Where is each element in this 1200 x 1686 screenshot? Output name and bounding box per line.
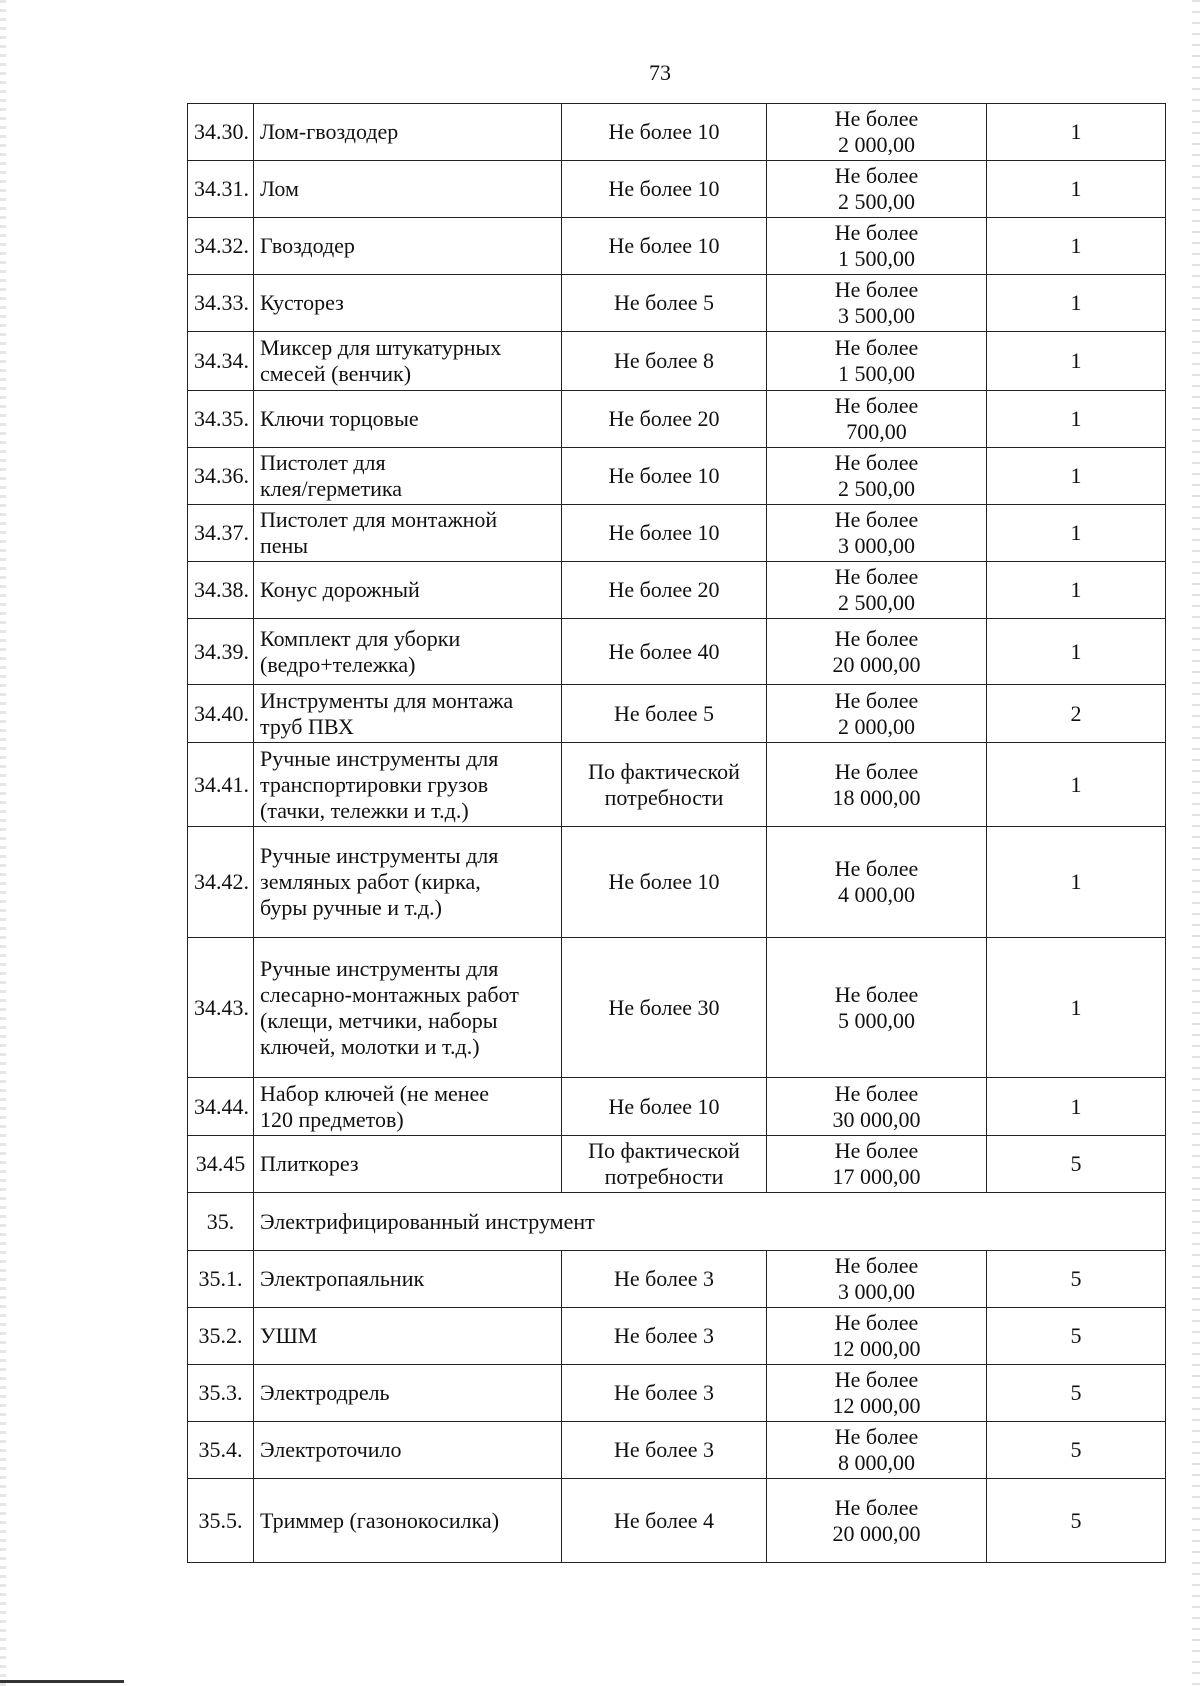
item-quantity: 1: [987, 161, 1166, 218]
item-number: 34.35.: [188, 391, 254, 448]
table-row: [188, 218, 1166, 275]
cell-text-line: Не более: [834, 1424, 919, 1449]
item-price: [767, 619, 987, 685]
table-row: [188, 562, 1166, 619]
item-price: [767, 332, 987, 391]
equipment-norms-table: [187, 103, 1166, 1563]
table-row: [188, 938, 1166, 1078]
cell-text-line: УШМ: [260, 1323, 318, 1348]
cell-text-line: Ключи торцовые: [260, 406, 419, 431]
cell-text-line: Не более: [834, 277, 919, 302]
item-price: [767, 938, 987, 1078]
item-service-period: [562, 1308, 767, 1365]
cell-text-line: Не более 3: [613, 1437, 715, 1462]
cell-text-line: 2 000,00: [838, 713, 915, 739]
item-name: [254, 275, 562, 332]
item-number: 35.: [188, 1193, 254, 1251]
item-price: [767, 1078, 987, 1136]
cell-text-line: Не более: [834, 1138, 919, 1163]
cell-text-line: 2 500,00: [838, 476, 915, 501]
cell-text-line: Не более: [834, 856, 919, 881]
cell-text-line: Не более 10: [608, 520, 720, 545]
scan-edge-left: [0, 0, 6, 1686]
item-name: [254, 1365, 562, 1422]
cell-text-line: 120 предметов): [260, 1106, 404, 1132]
item-name: [254, 619, 562, 685]
item-number: 35.2.: [188, 1308, 254, 1365]
item-service-period: [562, 685, 767, 743]
item-name: [254, 448, 562, 505]
item-service-period: [562, 827, 767, 938]
cell-text-line: Не более: [834, 1494, 919, 1520]
table-row: [188, 619, 1166, 685]
cell-text-line: Не более: [834, 758, 919, 784]
cell-text-line: Не более: [834, 163, 919, 188]
item-number: 34.43.: [188, 938, 254, 1078]
item-quantity: 1: [987, 332, 1166, 391]
cell-text-line: Не более: [834, 393, 919, 418]
item-quantity: 1: [987, 562, 1166, 619]
cell-text-line: Не более: [834, 1253, 919, 1278]
item-number: 34.45: [188, 1136, 254, 1193]
item-number: 34.36.: [188, 448, 254, 505]
cell-text-line: Не более 10: [608, 119, 720, 144]
item-service-period: [562, 1251, 767, 1308]
cell-text-line: Не более 10: [608, 869, 720, 894]
item-price: [767, 1136, 987, 1193]
item-number: 34.39.: [188, 619, 254, 685]
item-service-period: [562, 743, 767, 827]
cell-text-line: слесарно-монтажных работ: [260, 981, 519, 1007]
cell-text-line: Комплект для уборки: [260, 625, 461, 651]
scan-bottom-mark: [0, 1680, 124, 1683]
item-number: 34.41.: [188, 743, 254, 827]
item-number: 34.40.: [188, 685, 254, 743]
table-row: [188, 1308, 1166, 1365]
item-service-period: [562, 619, 767, 685]
cell-text-line: 8 000,00: [838, 1450, 915, 1475]
cell-text-line: По фактической: [588, 1138, 740, 1163]
cell-text-line: Не более: [834, 625, 919, 651]
item-number: 34.44.: [188, 1078, 254, 1136]
item-number: 34.37.: [188, 505, 254, 562]
item-name: [254, 827, 562, 938]
cell-text-line: Кусторез: [260, 290, 344, 315]
cell-text-line: Электроточило: [260, 1437, 402, 1462]
cell-text-line: 18 000,00: [832, 784, 921, 810]
page-number: 73: [649, 60, 671, 85]
table-row: [188, 1479, 1166, 1563]
cell-text-line: Электропаяльник: [260, 1266, 425, 1291]
cell-text-line: Не более 3: [613, 1266, 715, 1291]
item-name: [254, 104, 562, 161]
section-row: [188, 1193, 1166, 1251]
item-name: [254, 1308, 562, 1365]
item-service-period: [562, 104, 767, 161]
table-row: [188, 827, 1166, 938]
item-number: 34.30.: [188, 104, 254, 161]
item-name: [254, 1078, 562, 1136]
item-quantity: 1: [987, 1078, 1166, 1136]
cell-text-line: Не более 3: [613, 1380, 715, 1405]
table-row: [188, 1078, 1166, 1136]
cell-text-line: транспортировки грузов: [260, 771, 489, 797]
item-service-period: [562, 391, 767, 448]
cell-text-line: 12 000,00: [832, 1336, 921, 1361]
cell-text-line: 4 000,00: [838, 882, 915, 907]
cell-text-line: Миксер для штукатурных: [260, 335, 502, 360]
cell-text-line: потребности: [604, 1164, 724, 1189]
item-name: [254, 938, 562, 1078]
cell-text-line: смесей (венчик): [260, 361, 412, 386]
cell-text-line: 3 500,00: [838, 303, 915, 328]
item-quantity: 1: [987, 218, 1166, 275]
cell-text-line: Не более: [834, 220, 919, 245]
item-quantity: 2: [987, 685, 1166, 743]
table-row: [188, 104, 1166, 161]
item-number: 34.42.: [188, 827, 254, 938]
item-service-period: [562, 448, 767, 505]
item-number: 35.5.: [188, 1479, 254, 1563]
item-price: [767, 1365, 987, 1422]
cell-text-line: 1 500,00: [838, 246, 915, 271]
cell-text-line: 17 000,00: [832, 1164, 921, 1189]
item-name: [254, 391, 562, 448]
cell-text-line: ключей, молотки и т.д.): [260, 1033, 480, 1059]
cell-text-line: Лом-гвоздодер: [260, 119, 399, 144]
cell-text-line: Лом: [260, 176, 299, 201]
cell-text-line: Не более 20: [608, 406, 720, 431]
item-name: [254, 505, 562, 562]
cell-text-line: Не более: [834, 687, 919, 713]
cell-text-line: Не более: [834, 1367, 919, 1392]
section-title: [254, 1193, 1166, 1251]
cell-text-line: Не более: [834, 450, 919, 475]
cell-text-line: Не более 30: [608, 994, 720, 1020]
item-service-period: [562, 161, 767, 218]
item-quantity: 1: [987, 275, 1166, 332]
item-service-period: [562, 1422, 767, 1479]
cell-text-line: 5 000,00: [838, 1007, 915, 1033]
item-name: [254, 743, 562, 827]
table-row: [188, 332, 1166, 391]
cell-text-line: 30 000,00: [832, 1106, 921, 1132]
item-price: [767, 1479, 987, 1563]
item-price: [767, 448, 987, 505]
cell-text-line: Не более 3: [613, 1323, 715, 1348]
cell-text-line: Не более: [834, 1310, 919, 1335]
item-price: [767, 1308, 987, 1365]
item-name: [254, 1422, 562, 1479]
item-service-period: [562, 938, 767, 1078]
scan-edge-right: [1192, 0, 1200, 1686]
cell-text-line: Не более 10: [608, 1093, 720, 1119]
table-row: [188, 275, 1166, 332]
cell-text-line: 20 000,00: [832, 1520, 921, 1546]
table-row: [188, 1422, 1166, 1479]
cell-text-line: Электрифицированный инструмент: [260, 1208, 595, 1234]
cell-text-line: 20 000,00: [832, 651, 921, 677]
cell-text-line: Конус дорожный: [260, 577, 420, 602]
item-price: [767, 275, 987, 332]
cell-text-line: Не более 8: [613, 348, 715, 373]
cell-text-line: По фактической: [588, 758, 740, 784]
item-quantity: 5: [987, 1136, 1166, 1193]
item-number: 34.38.: [188, 562, 254, 619]
item-service-period: [562, 332, 767, 391]
item-quantity: 5: [987, 1422, 1166, 1479]
cell-text-line: Инструменты для монтажа: [260, 687, 514, 713]
cell-text-line: Набор ключей (не менее: [260, 1080, 490, 1106]
item-price: [767, 218, 987, 275]
cell-text-line: Не более 10: [608, 176, 720, 201]
cell-text-line: Не более 10: [608, 463, 720, 488]
cell-text-line: Не более: [834, 981, 919, 1007]
item-number: 35.3.: [188, 1365, 254, 1422]
item-service-period: [562, 1136, 767, 1193]
cell-text-line: Ручные инструменты для: [260, 745, 499, 771]
item-quantity: 5: [987, 1308, 1166, 1365]
item-quantity: 5: [987, 1251, 1166, 1308]
item-name: [254, 1136, 562, 1193]
cell-text-line: 2 500,00: [838, 590, 915, 615]
item-price: [767, 1251, 987, 1308]
item-price: [767, 104, 987, 161]
item-service-period: [562, 1078, 767, 1136]
item-price: [767, 827, 987, 938]
cell-text-line: Пистолет для монтажной: [260, 507, 498, 532]
item-service-period: [562, 275, 767, 332]
item-name: [254, 1251, 562, 1308]
cell-text-line: клея/герметика: [260, 476, 403, 501]
item-service-period: [562, 218, 767, 275]
cell-text-line: Не более 10: [608, 233, 720, 258]
table-row: [188, 1136, 1166, 1193]
table-row: [188, 1251, 1166, 1308]
cell-text-line: буры ручные и т.д.): [260, 895, 442, 920]
cell-text-line: Пистолет для: [260, 450, 386, 475]
item-quantity: 5: [987, 1479, 1166, 1563]
item-quantity: 1: [987, 391, 1166, 448]
table-row: [188, 743, 1166, 827]
item-price: [767, 391, 987, 448]
cell-text-line: Не более: [834, 564, 919, 589]
item-service-period: [562, 505, 767, 562]
item-quantity: 1: [987, 938, 1166, 1078]
cell-text-line: Не более 5: [613, 700, 715, 726]
table-row: [188, 161, 1166, 218]
table-row: [188, 391, 1166, 448]
cell-text-line: 3 000,00: [838, 1279, 915, 1304]
table-row: [188, 505, 1166, 562]
item-name: [254, 218, 562, 275]
item-price: [767, 1422, 987, 1479]
item-name: [254, 562, 562, 619]
item-number: 34.32.: [188, 218, 254, 275]
item-service-period: [562, 562, 767, 619]
item-quantity: 1: [987, 827, 1166, 938]
cell-text-line: Не более 40: [608, 638, 720, 664]
item-number: 35.4.: [188, 1422, 254, 1479]
cell-text-line: 700,00: [846, 419, 907, 444]
cell-text-line: (клещи, метчики, наборы: [260, 1007, 498, 1033]
cell-text-line: земляных работ (кирка,: [260, 869, 481, 894]
cell-text-line: Не более 4: [613, 1507, 715, 1533]
item-number: 35.1.: [188, 1251, 254, 1308]
cell-text-line: 12 000,00: [832, 1393, 921, 1418]
item-number: 34.31.: [188, 161, 254, 218]
cell-text-line: (ведро+тележка): [260, 651, 416, 677]
cell-text-line: труб ПВХ: [260, 713, 354, 739]
cell-text-line: Не более 20: [608, 577, 720, 602]
item-price: [767, 562, 987, 619]
cell-text-line: (тачки, тележки и т.д.): [260, 797, 469, 823]
item-name: [254, 1479, 562, 1563]
item-quantity: 1: [987, 448, 1166, 505]
item-quantity: 1: [987, 104, 1166, 161]
item-number: 34.33.: [188, 275, 254, 332]
cell-text-line: Триммер (газонокосилка): [260, 1507, 500, 1533]
cell-text-line: пены: [260, 533, 309, 558]
table-row: [188, 448, 1166, 505]
item-quantity: 1: [987, 619, 1166, 685]
cell-text-line: Электродрель: [260, 1380, 390, 1405]
item-quantity: 1: [987, 505, 1166, 562]
cell-text-line: Гвоздодер: [260, 233, 355, 258]
item-quantity: 5: [987, 1365, 1166, 1422]
cell-text-line: Не более: [834, 507, 919, 532]
table-row: [188, 685, 1166, 743]
item-price: [767, 161, 987, 218]
cell-text-line: потребности: [604, 784, 724, 810]
item-number: 34.34.: [188, 332, 254, 391]
cell-text-line: 1 500,00: [838, 361, 915, 386]
cell-text-line: Ручные инструменты для: [260, 843, 499, 868]
item-name: [254, 161, 562, 218]
cell-text-line: 3 000,00: [838, 533, 915, 558]
cell-text-line: Не более: [834, 106, 919, 131]
item-price: [767, 743, 987, 827]
item-name: [254, 332, 562, 391]
table-row: [188, 1365, 1166, 1422]
item-price: [767, 685, 987, 743]
cell-text-line: 2 500,00: [838, 189, 915, 214]
table-body: [188, 104, 1166, 1563]
cell-text-line: 2 000,00: [838, 132, 915, 157]
item-price: [767, 505, 987, 562]
item-quantity: 1: [987, 743, 1166, 827]
cell-text-line: Не более: [834, 335, 919, 360]
item-service-period: [562, 1479, 767, 1563]
cell-text-line: Ручные инструменты для: [260, 955, 499, 981]
item-name: [254, 685, 562, 743]
cell-text-line: Не более: [834, 1080, 919, 1106]
cell-text-line: Не более 5: [613, 290, 715, 315]
cell-text-line: Плиткорез: [260, 1151, 359, 1176]
item-service-period: [562, 1365, 767, 1422]
